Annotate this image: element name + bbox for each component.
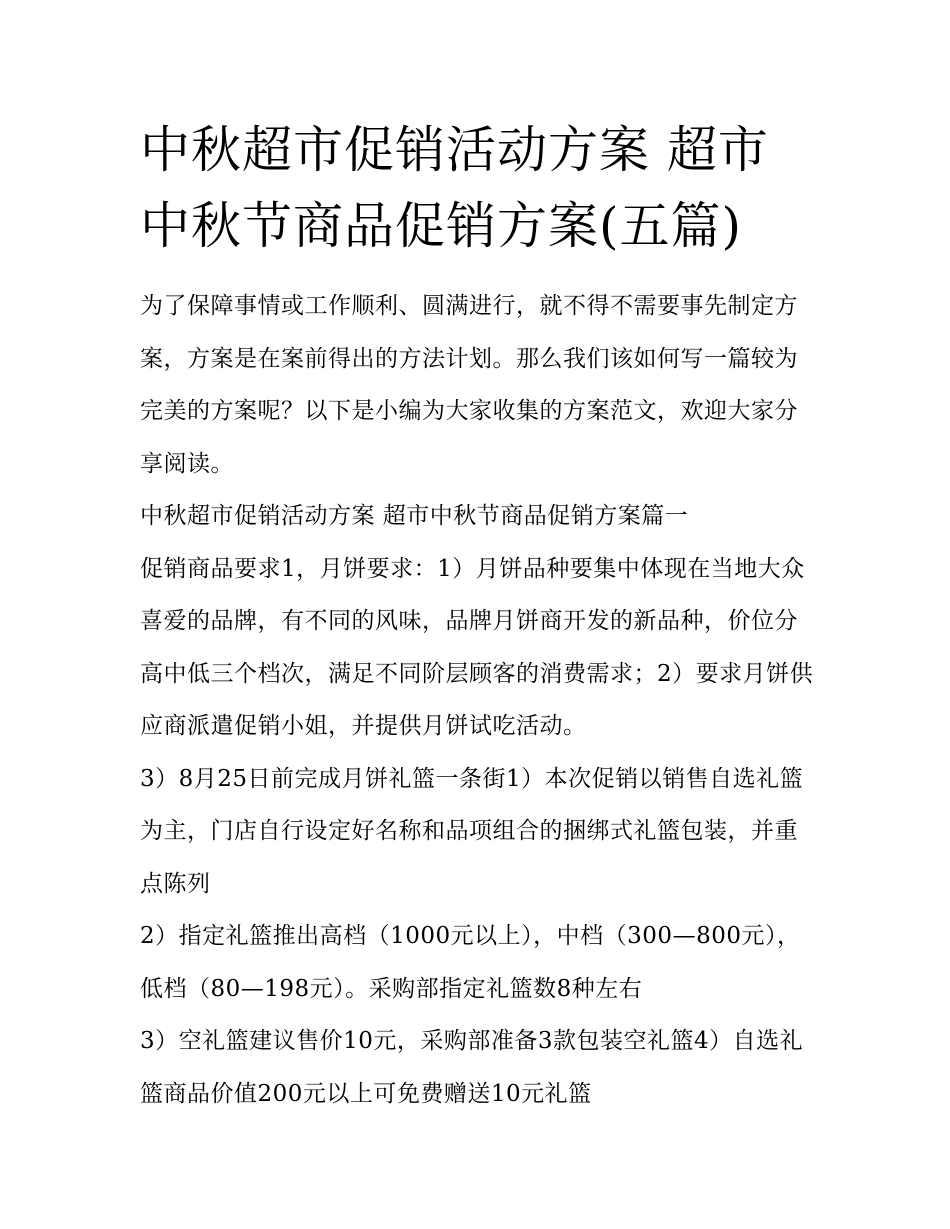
document-title: 中秋超市促销活动方案 超市中秋节商品促销方案(五篇) — [140, 121, 769, 255]
document-page — [140, 112, 815, 1120]
document-body — [140, 280, 815, 1120]
body-paragraph: 2）指定礼篮推出高档（1000元以上），中档（300—800元），低档（80—198元）。采购部指定礼篮数8种左右 — [140, 923, 801, 1002]
section-heading: 中秋超市促销活动方案 超市中秋节商品促销方案篇一 — [140, 503, 689, 529]
body-paragraph: 3）空礼篮建议售价10元，采购部准备3款包装空礼篮4）自选礼篮商品价值200元以上可免费赠送10元礼篮 — [140, 1028, 804, 1107]
body-paragraph: 3）8月25日前完成月饼礼篮一条街1）本次促销以销售自选礼篮为主，门店自行设定好名称和品项组合的捆绑式礼篮包装，并重点陈列 — [140, 765, 804, 897]
body-paragraph: 促销商品要求1，月饼要求：1）月饼品种要集中体现在当地大众喜爱的品牌，有不同的风味，品牌月饼商开发的新品种，价位分高中低三个档次，满足不同阶层顾客的消费需求；2）要求月饼供应商派遣促销小姐，并提供月饼试吃活动。 — [140, 555, 814, 739]
intro-paragraph: 为了保障事情或工作顺利、圆满进行，就不得不需要事先制定方案，方案是在案前得出的方法计划。那么我们该如何写一篇较为完美的方案呢？以下是小编为大家收集的方案范文，欢迎大家分享阅读。 — [140, 293, 798, 477]
